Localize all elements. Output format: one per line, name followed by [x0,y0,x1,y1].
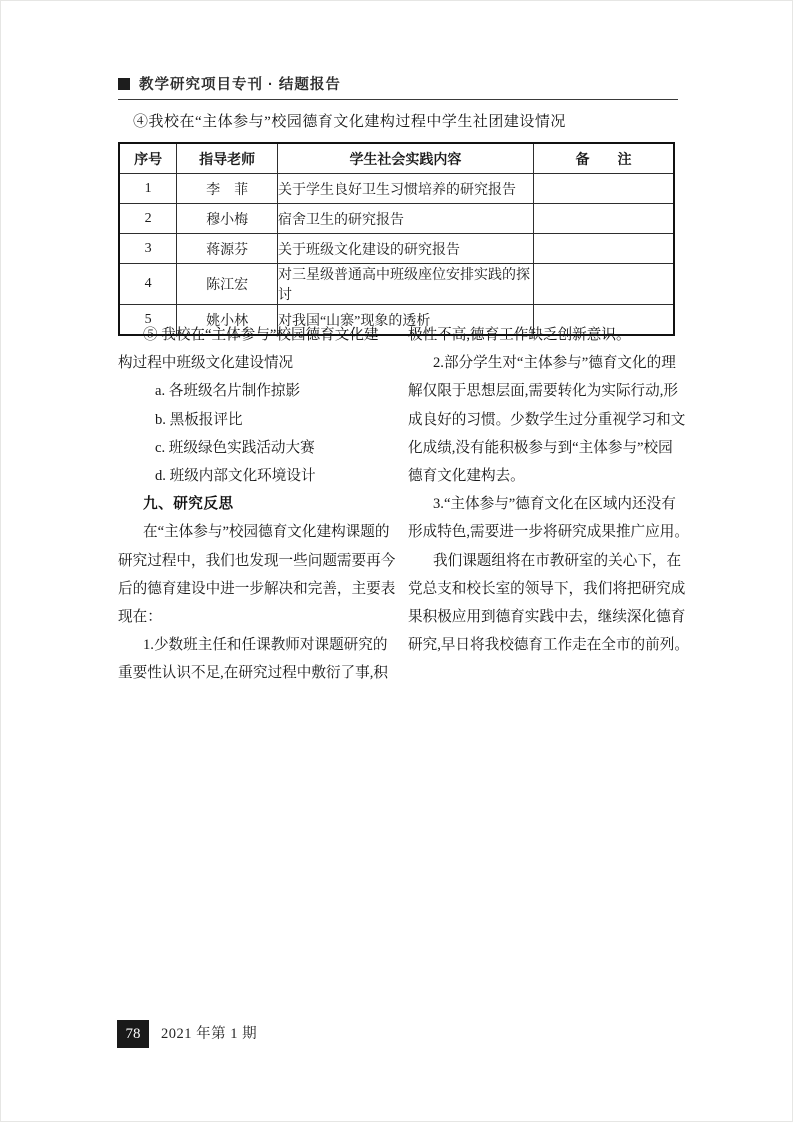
cell-teacher: 陈江宏 [177,264,278,305]
table-row [119,204,674,234]
cell-content: 宿舍卫生的研究报告 [277,204,533,234]
cell-note [533,204,674,234]
col-header-no: 序号 [119,143,177,174]
issue-label: 2021 年第 1 期 [161,1026,258,1042]
column-left [118,321,396,688]
text-line: b. 黑板报评比 [155,411,243,428]
cell-no: 2 [119,204,177,234]
text-line: 重要性认识不足,在研究过程中敷衍了事,积 [118,665,388,682]
table-header-row [119,143,674,174]
text-line: 极性不高,德育工作缺乏创新意识。 [408,327,631,343]
col-header-content: 学生社会实践内容 [277,143,533,174]
text-line: 果积极应用到德育实践中去，继续深化德育 [408,609,686,626]
text-line: 研究过程中，我们也发现一些问题需要再今 [118,552,396,569]
cell-content: 对三星级普通高中班级座位安排实践的探讨 [277,264,533,305]
running-head [118,73,678,94]
text-line: 现在： [118,609,162,626]
cell-no: 1 [119,174,177,204]
text-line: 在“主体参与”校园德育文化建构课题的 [143,524,390,541]
text-line: a. 各班级名片制作掠影 [155,383,301,400]
cell-content: 对我国“山寨”现象的透析 [277,305,533,336]
section-title: ④我校在“主体参与”校园德育文化建构过程中学生社团建设情况 [133,114,566,130]
practice-table [118,142,675,336]
page-number-badge: 78 [117,1020,149,1048]
col-header-teacher: 指导老师 [177,143,278,174]
table-row [119,264,674,305]
cell-no: 4 [119,264,177,305]
running-head-label: 教学研究项目专刊 · 结题报告 [139,77,341,93]
text-line: 我们课题组将在市教研室的关心下，在 [433,552,682,569]
text-line: ⑤ 我校在“主体参与”校园德育文化建 [143,327,379,343]
text-line: 德育文化建构去。 [408,468,525,485]
text-line: 2.部分学生对“主体参与”德育文化的理 [433,355,676,372]
cell-no: 3 [119,234,177,264]
cell-content: 关于学生良好卫生习惯培养的研究报告 [277,174,533,204]
text-line: c. 班级绿色实践活动大赛 [155,439,315,456]
cell-no: 5 [119,305,177,336]
text-line: 1.少数班主任和任课教师对课题研究的 [143,637,388,654]
text-line: 3.“主体参与”德育文化在区域内还没有 [433,496,676,513]
text-line: 化成绩,没有能积极参与到“主体参与”校园 [408,439,673,456]
cell-teacher: 蒋源芬 [177,234,278,264]
text-line: d. 班级内部文化环境设计 [155,468,316,485]
text-line: 后的德育建设中进一步解决和完善，主要表 [118,580,396,597]
text-line: 构过程中班级文化建设情况 [118,355,294,372]
cell-content: 关于班级文化建设的研究报告 [277,234,533,264]
text-line: 研究,早日将我校德育工作走在全市的前列。 [408,637,689,654]
column-right [408,321,689,688]
practice-table-wrapper [118,142,675,336]
body-columns [118,321,689,688]
cell-note [533,264,674,305]
cell-teacher: 姚小林 [177,305,278,336]
table-row [119,174,674,204]
text-line: 党总支和校长室的领导下，我们将把研究成 [408,580,686,597]
text-line: 成良好的习惯。少数学生过分重视学习和文 [408,411,686,428]
text-line: 形成特色,需要进一步将研究成果推广应用。 [408,524,689,541]
section-heading: 九、研究反思 [143,496,234,513]
table-row [119,234,674,264]
cell-teacher: 穆小梅 [177,204,278,234]
cell-teacher: 李 菲 [177,174,278,204]
cell-note [533,174,674,204]
cell-note [533,234,674,264]
text-line: 解仅限于思想层面,需要转化为实际行动,形 [408,383,678,400]
header-rule [118,99,678,100]
col-header-note: 备 注 [533,143,674,174]
header-square-icon [118,78,130,90]
